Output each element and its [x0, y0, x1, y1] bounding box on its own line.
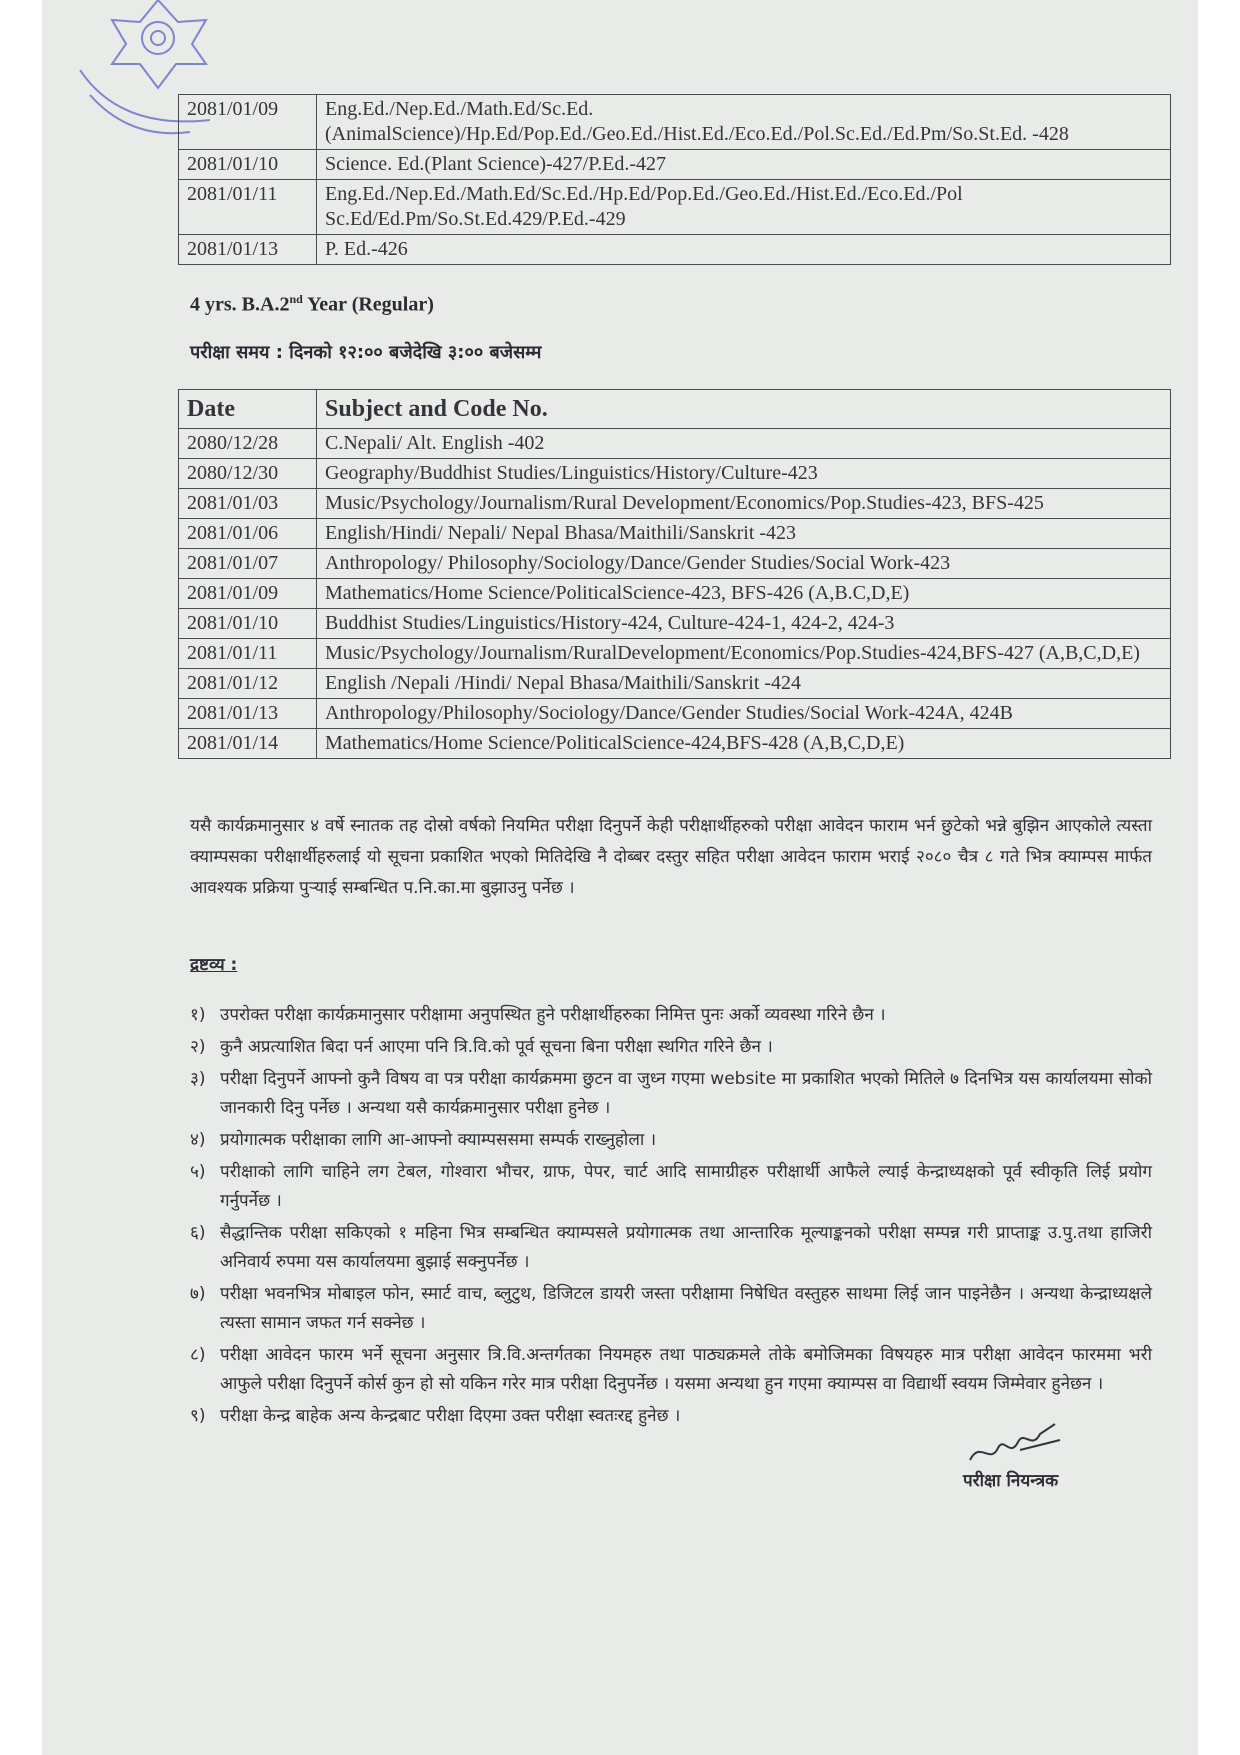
row-date: 2081/01/03: [179, 489, 317, 519]
note-number: ९): [190, 1406, 206, 1426]
note-text: परीक्षा आवेदन फारम भर्ने सूचना अनुसार त्रि.वि.अन्तर्गतका नियमहरु तथा पाठ्यक्रमले तोके बमोजिमका विषयहरु मात्र परीक्षा आवेदन फारममा भरी आफुले परीक्षा दिनुपर्ने कोर्स कुन हो सो यकिन गरेर मात्र परीक्षा दिनुपर्नेछ । यसमा अन्यथा हुन गएमा क्याम्पस वा विद्यार्थी स्वयम जिम्मेवार हुनेछन ।: [220, 1345, 1152, 1394]
note-item: [190, 1341, 1152, 1399]
row-date: 2081/01/13: [179, 235, 317, 265]
row-subject: English /Nepali /Hindi/ Nepal Bhasa/Maithili/Sanskrit -424: [317, 669, 1171, 699]
row-subject: Geography/Buddhist Studies/Linguistics/History/Culture-423: [317, 459, 1171, 489]
note-text: परीक्षाको लागि चाहिने लग टेबल, गोश्वारा भौचर, ग्राफ, पेपर, चार्ट आदि सामाग्रीहरु परीक्षार्थी आफैले ल्याई केन्द्राध्यक्षको पूर्व स्वीकृति लिई प्रयोग गर्नुपर्नेछ ।: [220, 1162, 1152, 1211]
note-text: प्रयोगात्मक परीक्षाका लागि आ-आफ्नो क्याम्पससमा सम्पर्क राख्नुहोला ।: [220, 1130, 657, 1150]
exam-schedule-table-ba-2nd-year: [178, 389, 1171, 759]
note-item: [190, 1001, 1152, 1030]
row-subject: C.Nepali/ Alt. English -402: [317, 429, 1171, 459]
row-subject: Eng.Ed./Nep.Ed./Math.Ed/Sc.Ed.(AnimalScience)/Hp.Ed/Pop.Ed./Geo.Ed./Hist.Ed./Eco.Ed./Pol.Sc.Ed./Ed.Pm/So.St.Ed. -428: [317, 95, 1171, 150]
row-date: 2081/01/09: [179, 579, 317, 609]
note-item: [190, 1158, 1152, 1216]
note-item: [190, 1065, 1152, 1123]
table-row: [179, 609, 1171, 639]
table-row: [179, 669, 1171, 699]
row-subject: Mathematics/Home Science/PoliticalScience-424,BFS-428 (A,B,C,D,E): [317, 729, 1171, 759]
row-subject: Music/Psychology/Journalism/RuralDevelopment/Economics/Pop.Studies-424,BFS-427 (A,B,C,D,E): [317, 639, 1171, 669]
row-date: 2081/01/14: [179, 729, 317, 759]
note-number: ८): [190, 1345, 206, 1365]
row-date: 2081/01/11: [179, 180, 317, 235]
row-subject: P. Ed.-426: [317, 235, 1171, 265]
table-row: [179, 729, 1171, 759]
signature-mark: [960, 1420, 1080, 1470]
row-date: 2080/12/30: [179, 459, 317, 489]
section-heading: [190, 292, 434, 317]
row-subject: Science. Ed.(Plant Science)-427/P.Ed.-427: [317, 150, 1171, 180]
note-text: कुनै अप्रत्याशित बिदा पर्न आएमा पनि त्रि.वि.को पूर्व सूचना बिना परीक्षा स्थगित गरिने छैन ।: [220, 1037, 773, 1057]
note-item: [190, 1280, 1152, 1338]
note-number: ५): [190, 1162, 206, 1182]
note-number: ७): [190, 1284, 206, 1304]
header-date: Date: [179, 390, 317, 429]
note-number: ४): [190, 1130, 206, 1150]
table-header-row: [179, 390, 1171, 429]
row-date: 2081/01/10: [179, 150, 317, 180]
row-date: 2081/01/11: [179, 639, 317, 669]
section-heading-prefix: 4 yrs. B.A.2: [190, 293, 290, 316]
notes-heading: द्रष्टव्य :: [190, 955, 238, 975]
note-number: २): [190, 1037, 206, 1057]
note-item: [190, 1219, 1152, 1277]
row-date: 2081/01/06: [179, 519, 317, 549]
row-subject: English/Hindi/ Nepali/ Nepal Bhasa/Maithili/Sanskrit -423: [317, 519, 1171, 549]
table-row: [179, 489, 1171, 519]
header-subject: Subject and Code No.: [317, 390, 1171, 429]
table-row: [179, 235, 1171, 265]
exam-schedule-table-continued: [178, 94, 1171, 265]
row-subject: Eng.Ed./Nep.Ed./Math.Ed/Sc.Ed./Hp.Ed/Pop.Ed./Geo.Ed./Hist.Ed./Eco.Ed./Pol Sc.Ed/Ed.Pm/So.St.Ed.429/P.Ed.-429: [317, 180, 1171, 235]
table-row: [179, 519, 1171, 549]
exam-time-line: परीक्षा समय : दिनको १२:०० बजेदेखि ३:०० बजेसम्म: [190, 342, 542, 363]
notice-paragraph: यसै कार्यक्रमानुसार ४ वर्षे स्नातक तह दोस्रो वर्षको नियमित परीक्षा दिनुपर्ने केही परीक्षार्थीहरुको परीक्षा आवेदन फाराम भर्न छुटेको भन्ने बुझिन आएकोले त्यस्ता क्याम्पसका परीक्षार्थीहरुलाई यो सूचना प्रकाशित भएको मितिदेखि नै दोब्बर दस्तुर सहित परीक्षा आवेदन फाराम भराई २०८० चैत्र ८ गते भित्र क्याम्पस मार्फत आवश्यक प्रक्रिया पुऱ्याई सम्बन्धित प.नि.का.मा बुझाउनु पर्नेछ ।: [190, 816, 1152, 898]
row-subject: Buddhist Studies/Linguistics/History-424, Culture-424-1, 424-2, 424-3: [317, 609, 1171, 639]
notes-list: [190, 1001, 1152, 1434]
note-text: उपरोक्त परीक्षा कार्यक्रमानुसार परीक्षामा अनुपस्थित हुने परीक्षार्थीहरुका निमित्त पुनः अर्को व्यवस्था गरिने छैन ।: [220, 1005, 886, 1025]
row-date: 2081/01/12: [179, 669, 317, 699]
table-row: [179, 429, 1171, 459]
row-subject: Music/Psychology/Journalism/Rural Development/Economics/Pop.Studies-423, BFS-425: [317, 489, 1171, 519]
row-date: 2081/01/07: [179, 549, 317, 579]
table-row: [179, 639, 1171, 669]
note-text: परीक्षा भवनभित्र मोबाइल फोन, स्मार्ट वाच, ब्लुटुथ, डिजिटल डायरी जस्ता परीक्षामा निषेधित वस्तुहरु साथमा लिई जान पाइनेछैन । अन्यथा केन्द्राध्यक्षले त्यस्ता सामान जफत गर्न सक्नेछ ।: [220, 1284, 1152, 1333]
section-heading-superscript: nd: [289, 292, 303, 306]
signature-label: परीक्षा नियन्त्रक: [963, 1471, 1059, 1491]
note-number: ३): [190, 1069, 206, 1089]
note-item: [190, 1033, 1152, 1062]
note-number: ६): [190, 1223, 206, 1243]
row-date: 2081/01/09: [179, 95, 317, 150]
section-heading-suffix: Year (Regular): [302, 293, 434, 316]
table-row: [179, 180, 1171, 235]
note-text: परीक्षा केन्द्र बाहेक अन्य केन्द्रबाट परीक्षा दिएमा उक्त परीक्षा स्वतःरद्द हुनेछ ।: [220, 1406, 681, 1426]
row-subject: Anthropology/ Philosophy/Sociology/Dance/Gender Studies/Social Work-423: [317, 549, 1171, 579]
table-row: [179, 699, 1171, 729]
table-row: [179, 150, 1171, 180]
row-date: 2080/12/28: [179, 429, 317, 459]
note-number: १): [190, 1005, 206, 1025]
row-subject: Anthropology/Philosophy/Sociology/Dance/Gender Studies/Social Work-424A, 424B: [317, 699, 1171, 729]
note-item: [190, 1126, 1152, 1155]
table-row: [179, 459, 1171, 489]
note-text: सैद्धान्तिक परीक्षा सकिएको १ महिना भित्र सम्बन्धित क्याम्पसले प्रयोगात्मक तथा आन्तारिक मूल्याङ्कनको परीक्षा सम्पन्न गरी प्राप्ताङ्क उ.पु.तथा हाजिरी अनिवार्य रुपमा यस कार्यालयमा बुझाई सक्नुपर्नेछ ।: [220, 1223, 1152, 1272]
note-text: परीक्षा दिनुपर्ने आफ्नो कुनै विषय वा पत्र परीक्षा कार्यक्रममा छुटन वा जुध्न गएमा website मा प्रकाशित भएको मितिले ७ दिनभित्र यस कार्यालयमा सोको जानकारी दिनु पर्नेछ । अन्यथा यसै कार्यक्रमानुसार परीक्षा हुनेछ ।: [220, 1069, 1152, 1118]
table-row: [179, 549, 1171, 579]
row-subject: Mathematics/Home Science/PoliticalScience-423, BFS-426 (A,B.C,D,E): [317, 579, 1171, 609]
table-row: [179, 579, 1171, 609]
row-date: 2081/01/10: [179, 609, 317, 639]
table-row: [179, 95, 1171, 150]
row-date: 2081/01/13: [179, 699, 317, 729]
